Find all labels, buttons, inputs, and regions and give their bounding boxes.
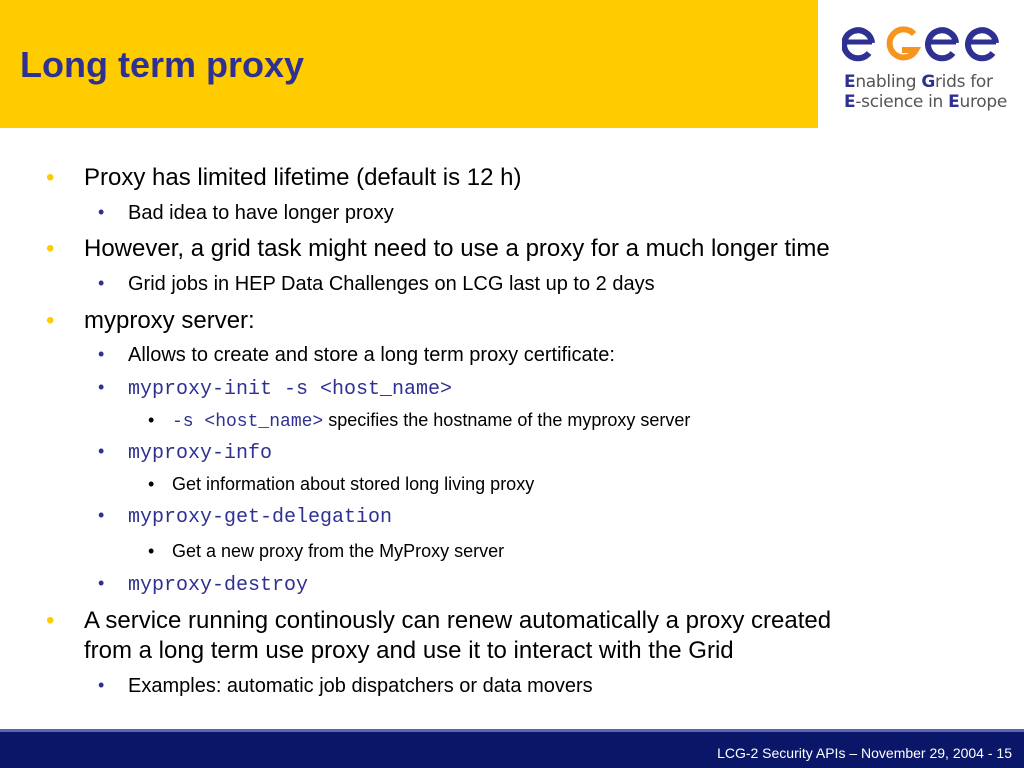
bullet-item: • A service running continously can renew automatically a proxy created bbox=[46, 607, 832, 634]
bullet-dot: • bbox=[98, 505, 105, 525]
sub-bullet-item: • Grid jobs in HEP Data Challenges on LCG last up to 2 days bbox=[98, 273, 655, 295]
slide-title: Long term proxy bbox=[20, 44, 305, 85]
sub-bullet-item: • Allows to create and store a long term proxy certificate: bbox=[98, 344, 615, 366]
command-text: -s <host_name> bbox=[172, 412, 324, 432]
bullet-dot: • bbox=[98, 273, 105, 293]
bullet-dot: • bbox=[46, 164, 55, 191]
bullet-dot: • bbox=[98, 202, 105, 222]
command-text: myproxy-destroy bbox=[128, 574, 309, 597]
bullet-dot: • bbox=[46, 607, 55, 634]
sub-bullet-item bbox=[98, 441, 273, 465]
bullet-dot: • bbox=[98, 675, 105, 695]
bullet-dot: • bbox=[98, 377, 105, 397]
sub-bullet-item: • Bad idea to have longer proxy bbox=[98, 202, 394, 224]
bullet-dot: • bbox=[46, 235, 55, 262]
bullet-dot: • bbox=[98, 344, 105, 364]
command-text: myproxy-init -s <host_name> bbox=[128, 378, 453, 401]
command-text: myproxy-get-delegation bbox=[128, 506, 393, 529]
sub-bullet-item bbox=[98, 505, 393, 529]
sub-bullet-item bbox=[98, 377, 453, 401]
bullet-dot: • bbox=[98, 441, 105, 461]
sub-sub-bullet-item: • -s <host_name> specifies the hostname of the myproxy server bbox=[148, 410, 691, 432]
sub-bullet-item bbox=[98, 573, 309, 597]
logo-tagline: Enabling Grids for E-science in Europe bbox=[844, 72, 1008, 112]
bullet-dot: • bbox=[148, 541, 155, 561]
bullet-item: • However, a grid task might need to use a proxy for a much longer time bbox=[46, 235, 830, 262]
bullet-dot: • bbox=[148, 474, 155, 494]
sub-sub-bullet-item: • Get information about stored long living proxy bbox=[148, 474, 535, 494]
bullet-item: • myproxy server: bbox=[46, 307, 255, 334]
bullet-dot: • bbox=[46, 307, 55, 334]
command-text: myproxy-info bbox=[128, 442, 273, 465]
bullet-continuation: from a long term use proxy and use it to interact with the Grid bbox=[84, 637, 734, 664]
sub-bullet-item: • Examples: automatic job dispatchers or data movers bbox=[98, 675, 593, 697]
bullet-dot: • bbox=[148, 410, 155, 430]
footer-text: LCG-2 Security APIs – November 29, 2004 - 15 bbox=[717, 745, 1012, 761]
bullet-item: • Proxy has limited lifetime (default is 12 h) bbox=[46, 164, 522, 191]
bullet-dot: • bbox=[98, 573, 105, 593]
sub-sub-bullet-item: • Get a new proxy from the MyProxy server bbox=[148, 541, 505, 561]
